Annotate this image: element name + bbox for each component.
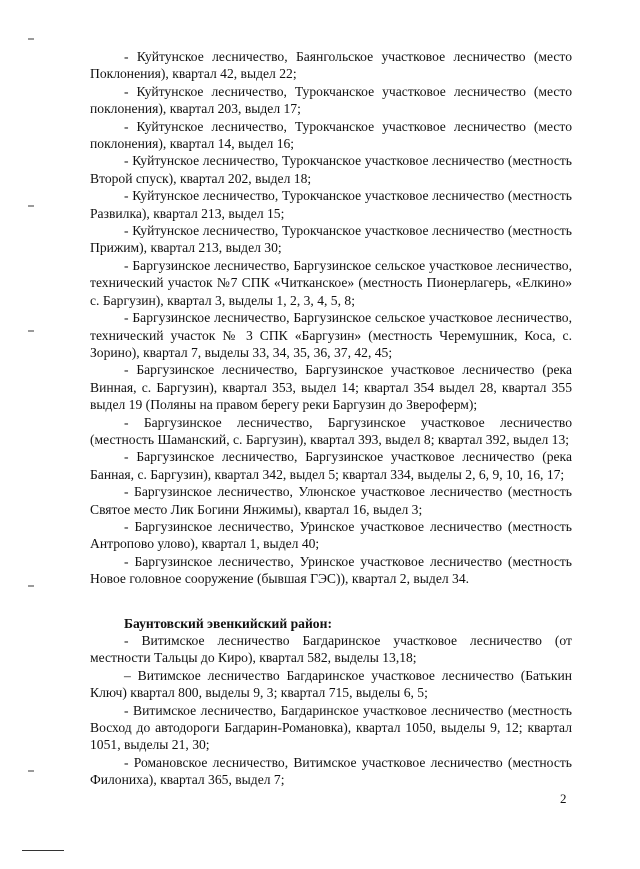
margin-mark — [28, 205, 34, 207]
list-item: - Баргузинское лесничество, Баргузинское сельское участковое лесничество, технический участок № 3 СПК «Баргузин» (местность Черемушник, Коса, с. Зорино), квартал 7, выделы 33, 34, 35, 36, 37, 42, 45; — [90, 310, 572, 360]
list-item: - Куйтунское лесничество, Турокчанское участковое лесничество (место поклонения), квартал 203, выдел 17; — [90, 83, 572, 117]
list-item: - Баргузинское лесничество, Уринское участковое лесничество (местность Антропово улово), квартал 1, выдел 40; — [90, 518, 572, 552]
list-item: - Витимское лесничество, Багдаринское участковое лесничество (местность Восход до автодороги Багдарин-Романовка), квартал 1050, выделы 9, 12; квартал 1051, выделы 21, 30; — [90, 702, 572, 753]
list-item: - Куйтунское лесничество, Турокчанское участковое лесничество (место поклонения), квартал 14, выдел 16; — [90, 118, 572, 152]
list-item: - Баргузинское лесничество, Баргузинское участковое лесничество (река Банная, с. Баргузин), квартал 342, выдел 5; квартал 334, выделы 2, 6, 9, 10, 16, 17; — [90, 449, 572, 482]
list-item: - Баргузинское лесничество, Улюнское участковое лесничество (местность Святое место Лик Богини Янжимы), квартал 16, выдел 3; — [90, 484, 572, 517]
footer-rule — [22, 850, 64, 851]
document-body — [90, 48, 572, 789]
list-item: - Баргузинское лесничество, Баргузинское участковое лесничество (местность Шаманский, с. Баргузин), квартал 393, выдел 8; квартал 392, выдел 13; — [90, 414, 572, 447]
list-item: - Куйтунское лесничество, Баянгольское участковое лесничество (место Поклонения), квартал 42, выдел 22; — [90, 49, 572, 82]
list-item: - Куйтунское лесничество, Турокчанское участковое лесничество (местность Развилка), квартал 213, выдел 15; — [90, 188, 572, 221]
list-item: - Баргузинское лесничество, Баргузинское участковое лесничество (река Винная, с. Баргузин), квартал 353, выдел 14; квартал 354 выдел 28, квартал 355 выдел 19 (Поляны на правом берегу реки Баргузин до Звероферм); — [90, 362, 572, 413]
section-heading: Баунтовский эвенкийский район: — [124, 615, 332, 631]
list-item: - Баргузинское лесничество, Уринское участковое лесничество (местность Новое головное сооружение (бывшая ГЭС)), квартал 2, выдел 34. — [90, 553, 572, 587]
list-item: - Куйтунское лесничество, Турокчанское участковое лесничество (местность Прижим), квартал 213, выдел 30; — [90, 223, 572, 256]
list-item: - Куйтунское лесничество, Турокчанское участковое лесничество (местность Второй спуск), квартал 202, выдел 18; — [90, 153, 572, 186]
margin-mark — [28, 330, 34, 332]
list-item: - Витимское лесничество Багдаринское участковое лесничество (от местности Тальцы до Киро), квартал 582, выделы 13,18; — [90, 633, 572, 666]
page-number: 2 — [560, 791, 567, 806]
list-item: – Витимское лесничество Багдаринское участковое лесничество (Батькин Ключ) квартал 800, выделы 9, 3; квартал 715, выделы 6, 5; — [90, 667, 572, 701]
margin-mark — [28, 585, 34, 587]
list-item: - Романовское лесничество, Витимское участковое лесничество (местность Филониха), квартал 365, выдел 7; — [90, 754, 572, 788]
margin-mark — [28, 770, 34, 772]
margin-mark — [28, 38, 34, 40]
list-item: - Баргузинское лесничество, Баргузинское сельское участковое лесничество, технический участок №7 СПК «Читканское» (местность Пионерлагерь, «Елкино» с. Баргузин), квартал 3, выделы 1, 2, 3, 4, 5, 8; — [90, 257, 572, 308]
